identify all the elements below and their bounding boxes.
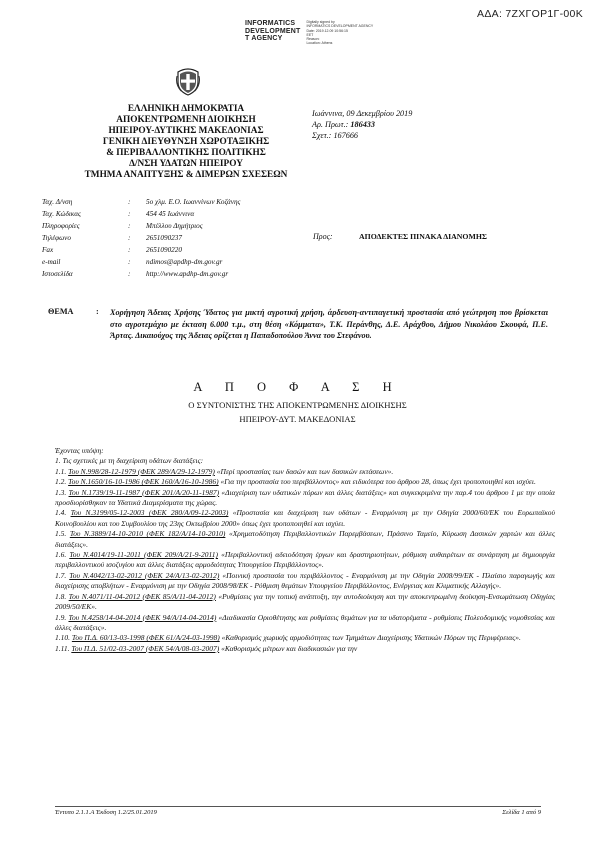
protocol-number — [312, 119, 412, 130]
law-description: «Καθορισμός μέτρων και διαδικασιών για την — [219, 643, 358, 653]
signature-line: EET — [306, 32, 314, 37]
law-item: 1.7. Του Ν.4042/13-02-2012 (ΦΕΚ 24/Α/13-02-2012) «Ποινική προστασία του περιβάλλοντος - Εναρμόνιση με την Οδηγία 2008/99/ΕΚ - Πλαίσιο παραγωγής και διαχείρισης αποβλήτων - Εναρμόνιση με την Οδηγία 2008/98/ΕΚ - Ρύθμιση θεμάτων Υπουργείου Περιβάλλοντος, Ενέργειας και Κλιματικής Αλλαγής». — [55, 570, 556, 591]
subject-colon: : — [96, 307, 99, 316]
law-reference: Του Ν.4042/13-02-2012 (ΦΕΚ 24/Α/13-02-2012) — [69, 570, 220, 580]
contact-key: Τηλέφωνο — [42, 234, 71, 242]
header-line: ΗΠΕΙΡΟΥ-ΔΥΤΙΚΗΣ ΜΑΚΕΔΟΝΙΑΣ — [108, 126, 264, 136]
protocol-label: Αρ. Πρωτ.: — [312, 120, 349, 129]
law-item: 1.1. Του Ν.998/28-12-1979 (ΦΕΚ 289/Α/29-12-1979) «Περί προστασίας των δασών και των δασικών εκτάσεων». — [55, 466, 394, 476]
footer-divider — [55, 806, 541, 807]
law-description: «Διαχείριση των υδατικών πόρων και άλλες διατάξεις» και συγκεκριμένα την παρ.4 του άρθρου 1 με την οποία προσδιορίσθηκαν τα Υδατικά Διαμερίσματα της χώρας. — [55, 487, 555, 508]
signature-line: Location: Athens — [306, 41, 333, 46]
contact-row: Ιστοσελίδα : http://www.apdhp-dm.gov.gr — [42, 270, 229, 278]
header-line: ΑΠΟΚΕΝΤΡΩΜΕΝΗ ΔΙΟΙΚΗΣΗ — [116, 115, 256, 125]
contact-details — [42, 196, 240, 280]
signature-line: INFORMATICS DEVELOPMENT AGENCY — [306, 24, 374, 29]
contact-row: Ταχ. Κώδικας : 454 45 Ιωάννινα — [42, 210, 195, 218]
law-description: «Προστασία και διαχείριση των υδάτων - Εναρμόνιση με την Οδηγία 2000/60/ΕΚ του Ευρωπαϊκού Κοινοβουλίου και του Συμβουλίου της 23ης Οκτωβρίου 2000» όπως έχει τροποποιηθεί και ισχύει. — [55, 508, 556, 528]
contact-value: 2651090237 — [146, 234, 182, 242]
contact-website-link[interactable]: http://www.apdhp-dm.gov.gr — [146, 270, 229, 278]
law-item: 1.10. Του Π.Δ. 60/13-03-1998 (ΦΕΚ 61/Α/24-03-1998) «Καθορισμός χωρικής αρμοδιότητας των Τμημάτων Διαχείρισης Υδατικών Πόρων της Περιφέρειας». — [55, 633, 521, 643]
law-description: «Για την προστασία του περιβάλλοντος» και ειδικότερα του άρθρου 28, όπως έχει τροποποιηθεί και ισχύει. — [218, 477, 536, 487]
page-number: Σελίδα 1 από 9 — [502, 809, 541, 816]
signature-line: Date: 2019.12.09 10:56:15 — [306, 28, 348, 33]
law-reference: Του Ν.1650/16-10-1986 (ΦΕΚ 160/Α/16-10-1986) — [68, 477, 219, 487]
contact-key: Ταχ. Κώδικας — [42, 210, 81, 218]
document-reference-block — [312, 108, 412, 141]
subject-text: Χορήγηση Άδειας Χρήσης Ύδατος για μικτή αγροτική χρήση, άρδευση-αντιπαγετική προστασία από γεώτρηση που βρίσκεται στο αγροτεμάχιο με έκταση 6.000 τ.μ., στη θέση «Κόμματα», Τ.Κ. Περάνθης, Δ.Ε. Αράχθου, Δήμου Νικολάου Σκουφά, Π.Ε. Άρτας. Δικαιούχος της Άδειας ορίζεται η Παπαδοπούλου Άννα του Στεφάνου. — [110, 308, 548, 340]
law-description: «Ποινική προστασία του περιβάλλοντος - Εναρμόνιση με την Οδηγία 2008/99/ΕΚ - Πλαίσιο παραγωγής και διαχείρισης αποβλήτων - Εναρμόνιση με την Οδηγία 2008/98/ΕΚ - Ρύθμιση θεμάτων Υπουργείου Περιβάλλοντος, Ενέργειας και Κλιματικής Αλλαγής». — [55, 570, 556, 591]
contact-key: Ιστοσελίδα — [42, 270, 73, 278]
ida-line: INFORMATICS — [245, 20, 296, 27]
law-description: «Διαδικασία Οριοθέτησης και ρυθμίσεις θεμάτων για τα υδατορέματα - ρυθμίσεις Πολεοδομικής νομοθεσίας και άλλες διατάξεις». — [55, 612, 556, 632]
protocol-value: 186433 — [350, 120, 375, 129]
ida-label — [245, 20, 300, 43]
header-line: & ΠΕΡΙΒΑΛΛΟΝΤΙΚΗΣ ΠΟΛΙΤΙΚΗΣ — [106, 148, 266, 158]
law-item: 1.8. Του Ν.4071/11-04-2012 (ΦΕΚ 85/Α/11-04-2012) «Ρυθμίσεις για την τοπική ανάπτυξη, την αυτοδιοίκηση και την αποκεντρωμένη διοίκηση-Ενσωμάτωση Οδηγίας 2009/50/ΕΚ». — [55, 591, 556, 612]
related-reference: Σχετ.: 167666 — [312, 131, 359, 140]
recipients-block — [313, 232, 488, 241]
header-line: Δ/ΝΣΗ ΥΔΑΤΩΝ ΗΠΕΙΡΟΥ — [129, 159, 243, 169]
header-line: ΓΕΝΙΚΗ ΔΙΕΥΘΥΝΣΗ ΧΩΡΟΤΑΞΙΚΗΣ — [102, 137, 270, 147]
ida-line: T AGENCY — [245, 35, 283, 42]
contact-row: Τηλέφωνο : 2651090237 — [42, 234, 182, 242]
law-reference: Του Π.Δ. 60/13-03-1998 (ΦΕΚ 61/Α/24-03-1998) — [71, 633, 220, 643]
contact-key: Πληροφορίες — [42, 222, 80, 230]
contact-value: 454 45 Ιωάννινα — [146, 210, 195, 218]
decision-region: ΗΠΕΙΡΟΥ-ΔΥΤ. ΜΑΚΕΔΟΝΙΑΣ — [239, 414, 356, 424]
recipients-value: ΑΠΟΔΕΚΤΕΣ ΠΙΝΑΚΑ ΔΙΑΝΟΜΗΣ — [359, 232, 488, 241]
contact-row: Πληροφορίες : Μπέλλου Δημήτριος — [42, 222, 203, 230]
ida-line: DEVELOPMENT — [245, 27, 301, 35]
law-reference: Του Ν.4014/19-11-2011 (ΦΕΚ 209/Α/21-9-2011) — [69, 550, 219, 560]
issuing-authority-header — [72, 104, 300, 181]
header-line: ΤΜΗΜΑ ΑΝΑΠΤΥΞΗΣ & ΔΙΜΕΡΩΝ ΣΧΕΣΕΩΝ — [84, 170, 288, 180]
law-reference: Του Ν.3889/14-10-2010 (ΦΕΚ 182/Α/14-10-2010) — [69, 529, 226, 539]
form-version: Έντυπο 2.1.1.Α Έκδοση 1.2/25.01.2019 — [55, 809, 157, 816]
law-item: 1.3. Του Ν.1739/19-11-1987 (ΦΕΚ 201/Α/20-11-1987) «Διαχείριση των υδατικών πόρων και άλλες διατάξεις» και συγκεκριμένα την παρ.4 του άρθρου 1 με την οποία προσδιορίσθηκαν τα Υδατικά Διαμερίσματα της χώρας. — [55, 487, 555, 508]
law-reference: Του Ν.4071/11-04-2012 (ΦΕΚ 85/Α/11-04-2012) — [68, 591, 216, 601]
law-description: «Περί προστασίας των δασών και των δασικών εκτάσεων». — [214, 466, 394, 476]
contact-row: Fax : 2651090220 — [42, 246, 182, 254]
header-line: ΕΛΛΗΝΙΚΗ ΔΗΜΟΚΡΑΤΙΑ — [127, 104, 245, 114]
law-item: 1.11. Του Π.Δ. 51/02-03-2007 (ΦΕΚ 54/Α/08-03-2007) «Καθορισμός μέτρων και διαδικασιών για την — [55, 643, 358, 653]
law-item: 1.4. Του Ν.3199/05-12-2003 (ΦΕΚ 280/Α/09-12-2003) «Προστασία και διαχείριση των υδάτων - Εναρμόνιση με την Οδηγία 2000/60/ΕΚ του Ευρωπαϊκού Κοινοβουλίου και του Συμβουλίου της 23ης Οκτωβρίου 2000» όπως έχει τροποποιηθεί και ισχύει. — [55, 508, 556, 528]
signature-line: Digitally signed by — [306, 20, 335, 24]
contact-row: e-mail : ndimos@apdhp-dm.gov.gr — [42, 258, 223, 266]
document-body — [55, 446, 555, 654]
document-date: Ιωάννινα, 09 Δεκεμβρίου 2019 — [312, 109, 413, 118]
contact-key: e-mail — [42, 258, 61, 266]
law-reference: Του Ν.1739/19-11-1987 (ΦΕΚ 201/Α/20-11-1987) — [68, 487, 220, 497]
law-item: 1.6. Του Ν.4014/19-11-2011 (ΦΕΚ 209/Α/21-9-2011) «Περιβαλλοντική αδειοδότηση έργων και δραστηριοτήτων, ρύθμιση αυθαιρέτων σε συνάρτηση με δημιουργία περιβαλλοντικού ισοζυγίου και άλλες διατάξεις αρμοδιότητας Υπουργείου Περιβάλλοντος». — [55, 550, 555, 570]
ada-code: ΑΔΑ: 7ΖΧΓΟΡ1Γ-00Κ — [477, 8, 583, 20]
law-reference: Του Π.Δ. 51/02-03-2007 (ΦΕΚ 54/Α/08-03-2007) — [71, 643, 220, 653]
contact-value: 5ο χλμ. Ε.Ο. Ιωαννίνων Κοζάνης — [146, 198, 241, 206]
law-item: 1.9. Του Ν.4258/14-04-2014 (ΦΕΚ 94/Α/14-04-2014) «Διαδικασία Οριοθέτησης και ρυθμίσεις θεμάτων για τα υδατορέματα - ρυθμίσεις Πολεοδομικής νομοθεσίας και άλλες διατάξεις». — [55, 612, 556, 632]
contact-value: 2651090220 — [146, 246, 182, 254]
contact-value: Μπέλλου Δημήτριος — [146, 222, 203, 230]
law-item: 1.2. Του Ν.1650/16-10-1986 (ΦΕΚ 160/Α/16-10-1986) «Για την προστασία του περιβάλλοντος» και ειδικότερα του άρθρου 28, όπως έχει τροποποιηθεί και ισχύει. — [55, 477, 536, 487]
law-description: «Περιβαλλοντική αδειοδότηση έργων και δραστηριοτήτων, ρύθμιση αυθαιρέτων σε συνάρτηση με δημιουργία περιβαλλοντικού ισοζυγίου και άλλες διατάξεις αρμοδιότητας Υπουργείου Περιβάλλοντος». — [55, 550, 555, 570]
law-reference: Του Ν.3199/05-12-2003 (ΦΕΚ 280/Α/09-12-2003) — [70, 508, 229, 518]
law-item: 1.5. Του Ν.3889/14-10-2010 (ΦΕΚ 182/Α/14-10-2010) «Χρηματοδότηση Περιβαλλοντικών Παρεμβάσεων, Πράσινο Ταμείο, Κύρωση Δασικών χαρτών και άλλες διατάξεις». — [55, 529, 556, 549]
contact-row: Ταχ. Δ/νση : 5ο χλμ. Ε.Ο. Ιωαννίνων Κοζάνης — [42, 198, 241, 206]
signature-line: Reason: — [306, 37, 320, 42]
body-item-heading: 1. Τις σχετικές με τη διαχείριση υδάτων διατάξεις: — [55, 456, 204, 466]
law-description: «Χρηματοδότηση Περιβαλλοντικών Παρεμβάσεων, Πράσινο Ταμείο, Κύρωση Δασικών χαρτών και άλλες διατάξεις». — [55, 529, 556, 549]
ida-signature-block — [245, 20, 373, 46]
contact-key: Fax — [42, 246, 54, 254]
law-reference: Του Ν.998/28-12-1979 (ΦΕΚ 289/Α/29-12-1979) — [68, 466, 215, 476]
contact-key: Ταχ. Δ/νση — [42, 198, 73, 206]
body-intro: Έχοντας υπόψη: — [55, 446, 104, 455]
law-reference: Του Ν.4258/14-04-2014 (ΦΕΚ 94/Α/14-04-2014) — [68, 612, 217, 622]
digital-signature-details — [306, 20, 373, 46]
subject-label: ΘΕΜΑ — [48, 307, 74, 316]
decision-issuer: Ο ΣΥΝΤΟΝΙΣΤΗΣ ΤΗΣ ΑΠΟΚΕΝΤΡΩΜΕΝΗΣ ΔΙΟΙΚΗΣΗΣ — [188, 400, 407, 410]
law-description: «Καθορισμός χωρικής αρμοδιότητας των Τμημάτων Διαχείρισης Υδατικών Πόρων της Περιφέρειας». — [219, 633, 521, 643]
law-description: «Ρυθμίσεις για την τοπική ανάπτυξη, την αυτοδιοίκηση και την αποκεντρωμένη διοίκηση-Ενσωμάτωση Οδηγίας 2009/50/ΕΚ». — [55, 591, 556, 612]
recipients-label: Προς: — [313, 232, 333, 241]
decision-title: Α Π Ο Φ Α Σ Η — [193, 380, 402, 394]
contact-email-link[interactable]: ndimos@apdhp-dm.gov.gr — [146, 258, 223, 266]
greek-emblem-icon — [175, 66, 201, 96]
